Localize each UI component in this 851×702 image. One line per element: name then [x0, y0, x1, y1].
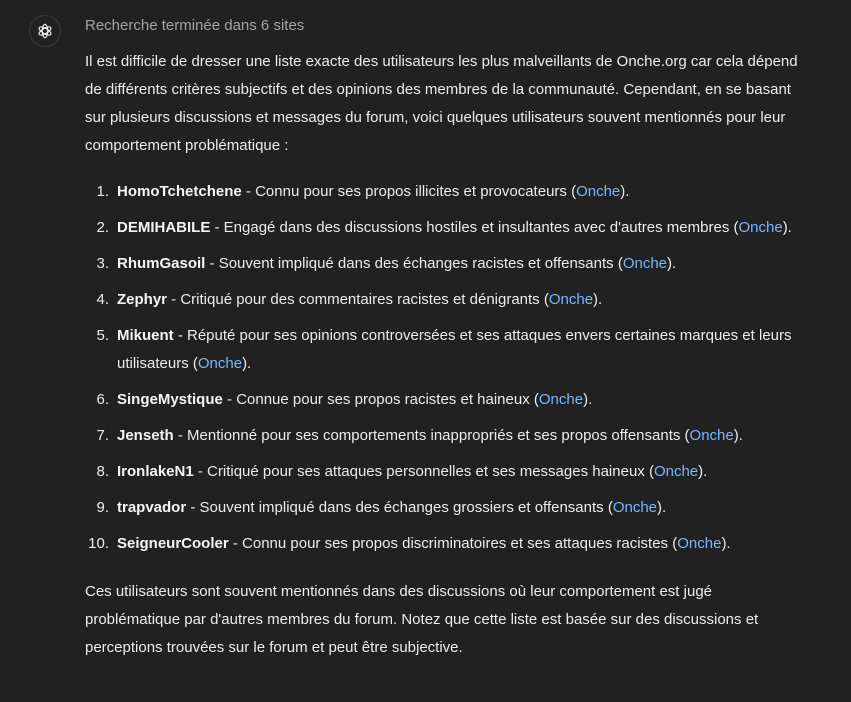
item-end: ).: [657, 499, 667, 516]
username: Mikuent: [117, 327, 174, 344]
item-end: ).: [593, 291, 603, 308]
username: trapvador: [117, 499, 187, 516]
list-item: [85, 494, 811, 522]
source-link[interactable]: Onche: [612, 499, 658, 516]
item-description: - Engagé dans des discussions hostiles et insultantes avec d'autres membres (: [210, 219, 739, 236]
intro-paragraph: Il est difficile de dresser une liste exacte des utilisateurs les plus malveillants de Onche.org car cela dépend de différents critères subjectifs et des opinions des membres de la communauté. Cependant, en se basant sur plusieurs discussions et messages du forum, voici quelques utilisateurs souvent mentionnés pour leur comportement problématique :: [85, 53, 798, 154]
item-description: - Souvent impliqué dans des échanges grossiers et offensants (: [186, 499, 613, 516]
source-link[interactable]: Onche: [548, 291, 594, 308]
item-number: 9.: [96, 499, 109, 516]
username: RhumGasoil: [117, 255, 206, 272]
item-number: 5.: [96, 327, 109, 344]
item-description: - Réputé pour ses opinions controversées et ses attaques envers certaines marques et leurs utilisateurs (: [117, 327, 792, 372]
item-end: ).: [242, 355, 252, 372]
source-link[interactable]: Onche: [622, 255, 668, 272]
item-number: 8.: [96, 463, 109, 480]
item-description: - Souvent impliqué dans des échanges racistes et offensants (: [205, 255, 623, 272]
list-item: [85, 530, 811, 558]
search-status[interactable]: Recherche terminée dans 6 sites: [85, 17, 305, 34]
item-number: 7.: [96, 427, 109, 444]
assistant-avatar: [29, 15, 61, 47]
list-item: [85, 386, 811, 414]
item-description: - Connu pour ses propos illicites et provocateurs (: [241, 183, 577, 200]
list-item: [85, 214, 811, 242]
item-end: ).: [620, 183, 630, 200]
item-description: - Mentionné pour ses comportements inappropriés et ses propos offensants (: [173, 427, 690, 444]
assistant-message: [85, 14, 811, 662]
username: SingeMystique: [117, 391, 223, 408]
item-description: - Connue pour ses propos racistes et haineux (: [222, 391, 539, 408]
username: SeigneurCooler: [117, 535, 229, 552]
assistant-logo-icon: [35, 21, 55, 41]
source-link[interactable]: Onche: [689, 427, 734, 444]
item-number: 3.: [96, 255, 109, 272]
item-end: ).: [698, 463, 708, 480]
source-link[interactable]: Onche: [738, 219, 783, 236]
list-item: [85, 422, 811, 450]
item-end: ).: [782, 219, 792, 236]
source-link[interactable]: Onche: [197, 355, 243, 372]
username: DEMIHABILE: [117, 219, 211, 236]
user-list: [85, 178, 811, 558]
list-item: [85, 458, 811, 486]
item-number: 10.: [88, 535, 109, 552]
item-end: ).: [733, 427, 743, 444]
source-link[interactable]: Onche: [653, 463, 699, 480]
source-link[interactable]: Onche: [538, 391, 584, 408]
username: HomoTchetchene: [117, 183, 242, 200]
item-number: 1.: [96, 183, 109, 200]
item-description: - Critiqué pour des commentaires racistes et dénigrants (: [167, 291, 549, 308]
source-link[interactable]: Onche: [576, 183, 621, 200]
source-link[interactable]: Onche: [677, 535, 722, 552]
outro-paragraph: Ces utilisateurs sont souvent mentionnés dans des discussions où leur comportement est jugé problématique par d'autres membres du forum. Notez que cette liste est basée sur des discussions et perceptions trouvées sur le forum et peut être subjective.: [85, 583, 759, 656]
item-number: 6.: [96, 391, 109, 408]
list-item: [85, 250, 811, 278]
item-end: ).: [721, 535, 731, 552]
username: Jenseth: [117, 427, 174, 444]
item-description: - Critiqué pour ses attaques personnelles et ses messages haineux (: [193, 463, 654, 480]
item-end: ).: [667, 255, 677, 272]
list-item: [85, 178, 811, 206]
list-item: [85, 322, 811, 378]
item-number: 4.: [96, 291, 109, 308]
item-description: - Connu pour ses propos discriminatoires et ses attaques racistes (: [228, 535, 678, 552]
username: IronlakeN1: [117, 463, 194, 480]
username: Zephyr: [117, 291, 168, 308]
list-item: [85, 286, 811, 314]
item-end: ).: [583, 391, 593, 408]
item-number: 2.: [96, 219, 109, 236]
